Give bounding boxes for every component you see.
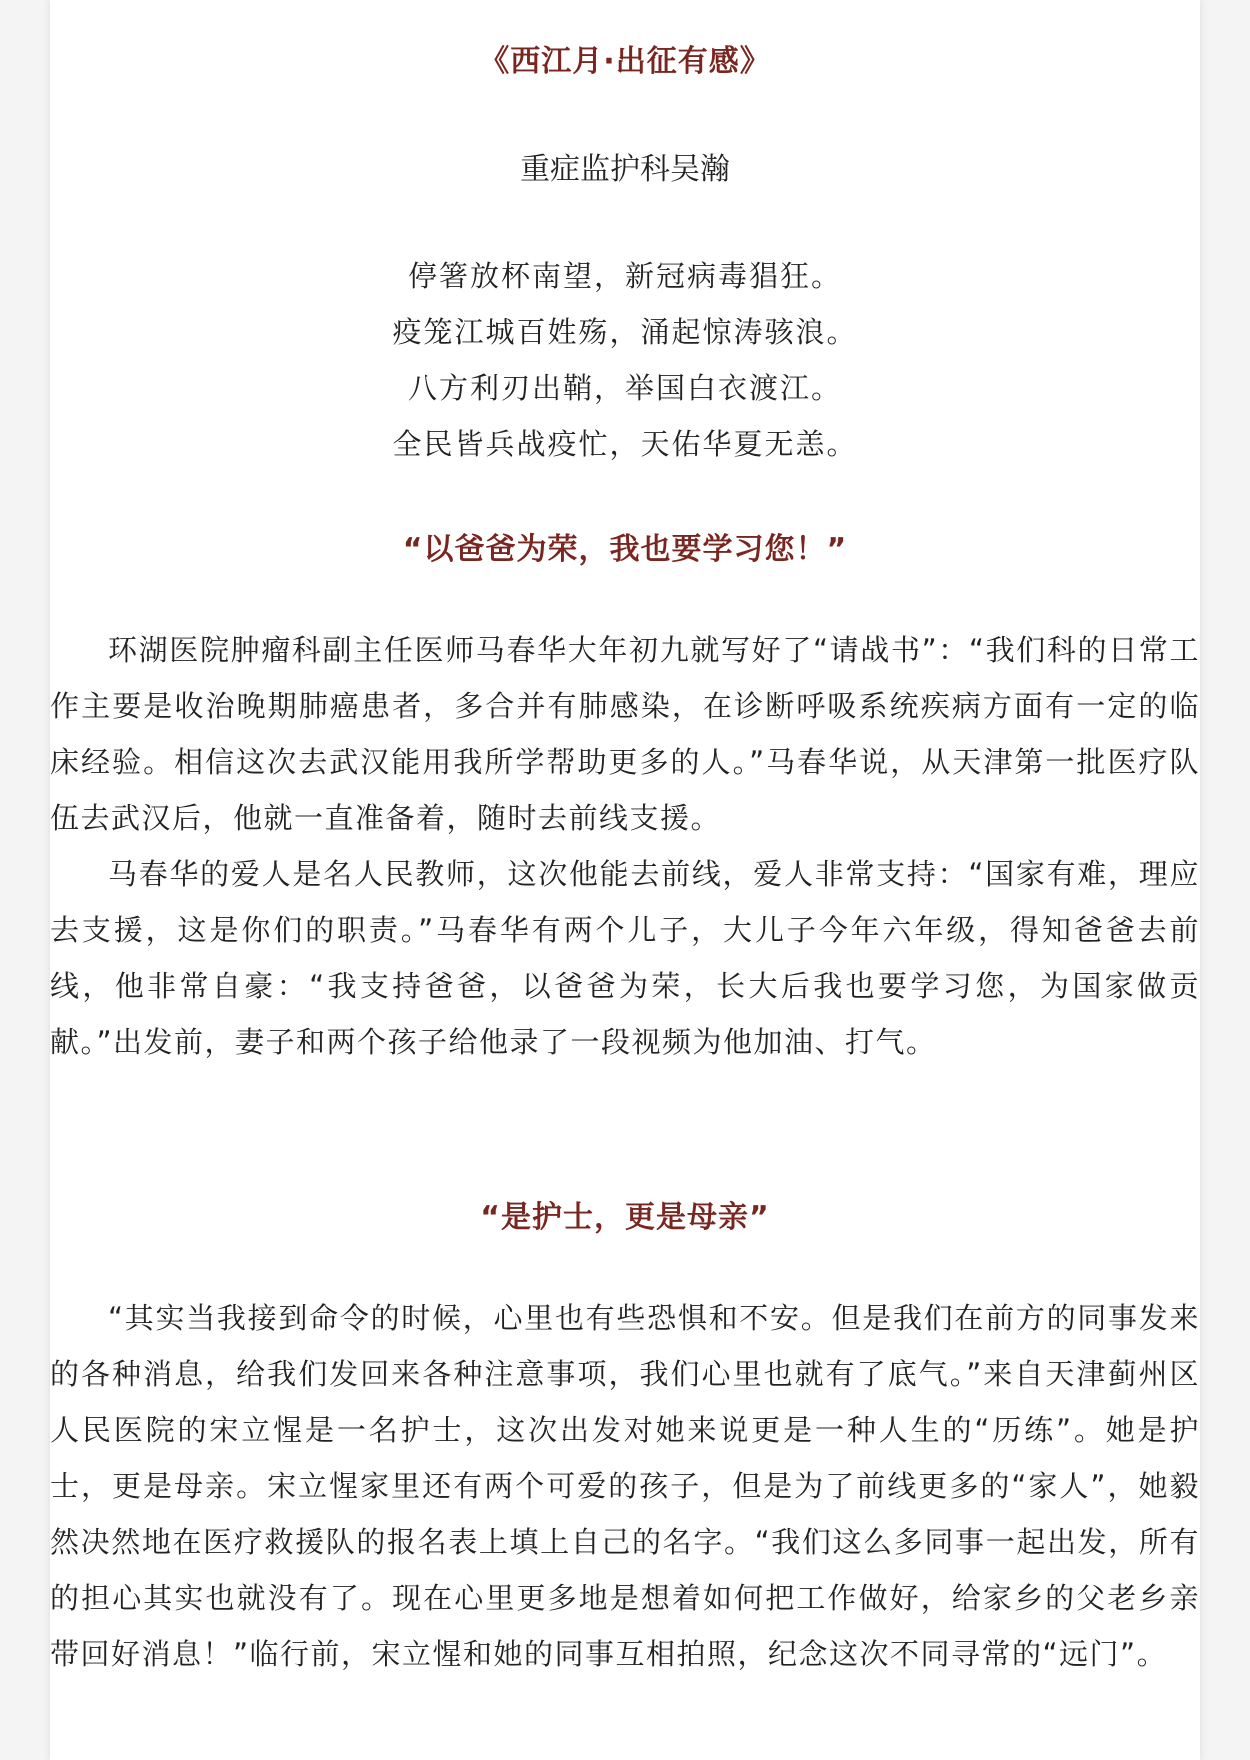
paragraph: 环湖医院肿瘤科副主任医师马春华大年初九就写好了“请战书”：“我们科的日常工作主要是收治晚期肺癌患者，多合并有肺感染，在诊断呼吸系统疾病方面有一定的临床经验。相信这次去武汉能用我所学帮助更多的人。”马春华说，从天津第一批医疗队伍去武汉后，他就一直准备着，随时去前线支援。: [50, 633, 1200, 835]
poem-title: 《西江月·出征有感》: [479, 44, 771, 79]
poem-line: 八方利刃出鞘，举国白衣渡江。: [407, 371, 842, 405]
poem-body: [50, 248, 1200, 472]
section-body: [50, 1290, 1200, 1682]
article-page: [50, 0, 1200, 1760]
paragraph: “其实当我接到命令的时候，心里也有些恐惧和不安。但是我们在前方的同事发来的各种消息，给我们发回来各种注意事项，我们心里也就有了底气。”来自天津蓟州区人民医院的宋立惺是一名护士，这次出发对她来说更是一种人生的“历练”。她是护士，更是母亲。宋立惺家里还有两个可爱的孩子，但是为了前线更多的“家人”，她毅然决然地在医疗救援队的报名表上填上自己的名字。“我们这么多同事一起出发，所有的担心其实也就没有了。现在心里更多地是想着如何把工作做好，给家乡的父老乡亲带回好消息！”临行前，宋立惺和她的同事互相拍照，纪念这次不同寻常的“远门”。: [50, 1301, 1200, 1671]
section-body: [50, 622, 1200, 1070]
poem-line: 疫笼江城百姓殇，涌起惊涛骇浪。: [392, 315, 858, 349]
paragraph: 马春华的爱人是名人民教师，这次他能去前线，爱人非常支持：“国家有难，理应去支援，这是你们的职责。”马春华有两个儿子，大儿子今年六年级，得知爸爸去前线，他非常自豪：“我支持爸爸，以爸爸为荣，长大后我也要学习您，为国家做贡献。”出发前，妻子和两个孩子给他录了一段视频为他加油、打气。: [50, 857, 1200, 1059]
section-heading: “以爸爸为荣，我也要学习您！”: [402, 532, 848, 567]
poem-author: 重症监护科吴瀚: [520, 152, 730, 187]
section-heading: “是护士，更是母亲”: [480, 1200, 770, 1235]
poem-line: 停箸放杯南望，新冠病毒猖狂。: [407, 259, 842, 293]
poem-line: 全民皆兵战疫忙，天佑华夏无恙。: [392, 427, 858, 461]
